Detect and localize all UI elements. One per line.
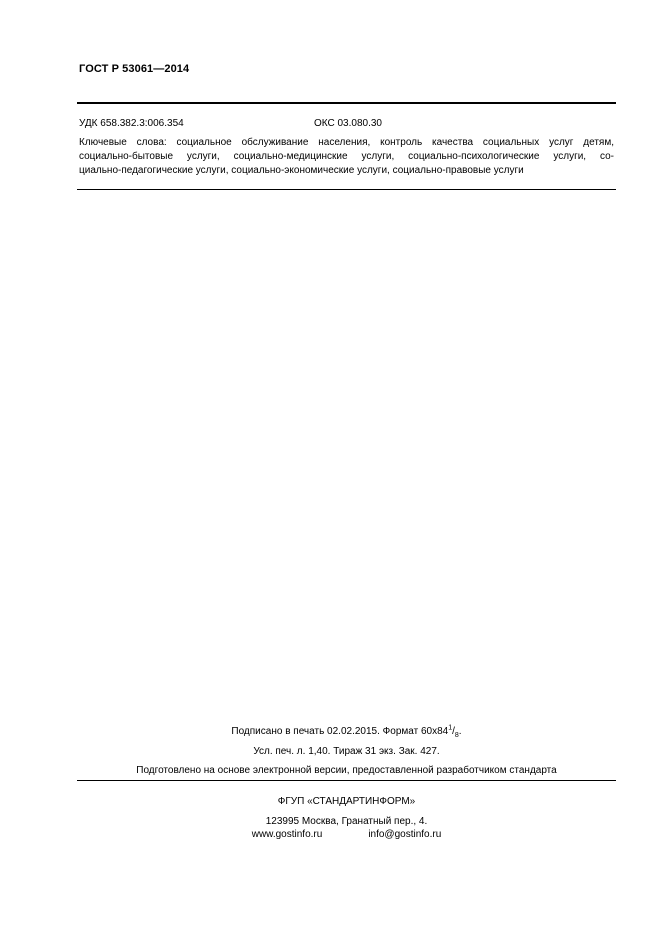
header-divider xyxy=(77,102,616,104)
format-slash: / xyxy=(452,726,455,737)
signed-text: Подписано в печать 02.02.2015. Формат 60x84 xyxy=(231,726,449,737)
format-end: . xyxy=(458,726,462,737)
keywords-divider xyxy=(77,189,616,190)
imprint-divider xyxy=(77,780,616,781)
keywords-block xyxy=(79,136,614,178)
udk-code: УДК 658.382.3:006.354 xyxy=(79,118,184,129)
publisher-contacts xyxy=(77,829,616,840)
keywords-line: циально-педагогические услуги, социально-экономические услуги, социально-правовые услуги xyxy=(79,165,524,176)
keywords-line: Ключевые слова: социальное обслуживание населения, контроль качества социальных услуг детям, xyxy=(79,137,614,148)
publisher-address: 123995 Москва, Гранатный пер., 4. xyxy=(265,816,428,827)
print-info-line: Усл. печ. л. 1,40. Тираж 31 экз. Зак. 427. xyxy=(253,746,440,757)
format-subscript: 8 xyxy=(454,732,459,739)
oks-code: ОКС 03.080.30 xyxy=(314,118,382,129)
publisher-name: ФГУП «СТАНДАРТИНФОРМ» xyxy=(277,796,416,807)
email-link[interactable]: info@gostinfo.ru xyxy=(368,829,442,840)
keywords-line: социально-бытовые услуги, социально-медицинские услуги, социально-психологические услуги, со- xyxy=(79,151,614,162)
website-link[interactable]: www.gostinfo.ru xyxy=(251,829,323,840)
document-code: ГОСТ Р 53061—2014 xyxy=(79,63,190,75)
prepared-note: Подготовлено на основе электронной версии, предоставленной разработчиком стандарта xyxy=(136,765,557,776)
format-superscript: 1 xyxy=(448,724,453,732)
signed-for-print-line xyxy=(77,726,616,737)
